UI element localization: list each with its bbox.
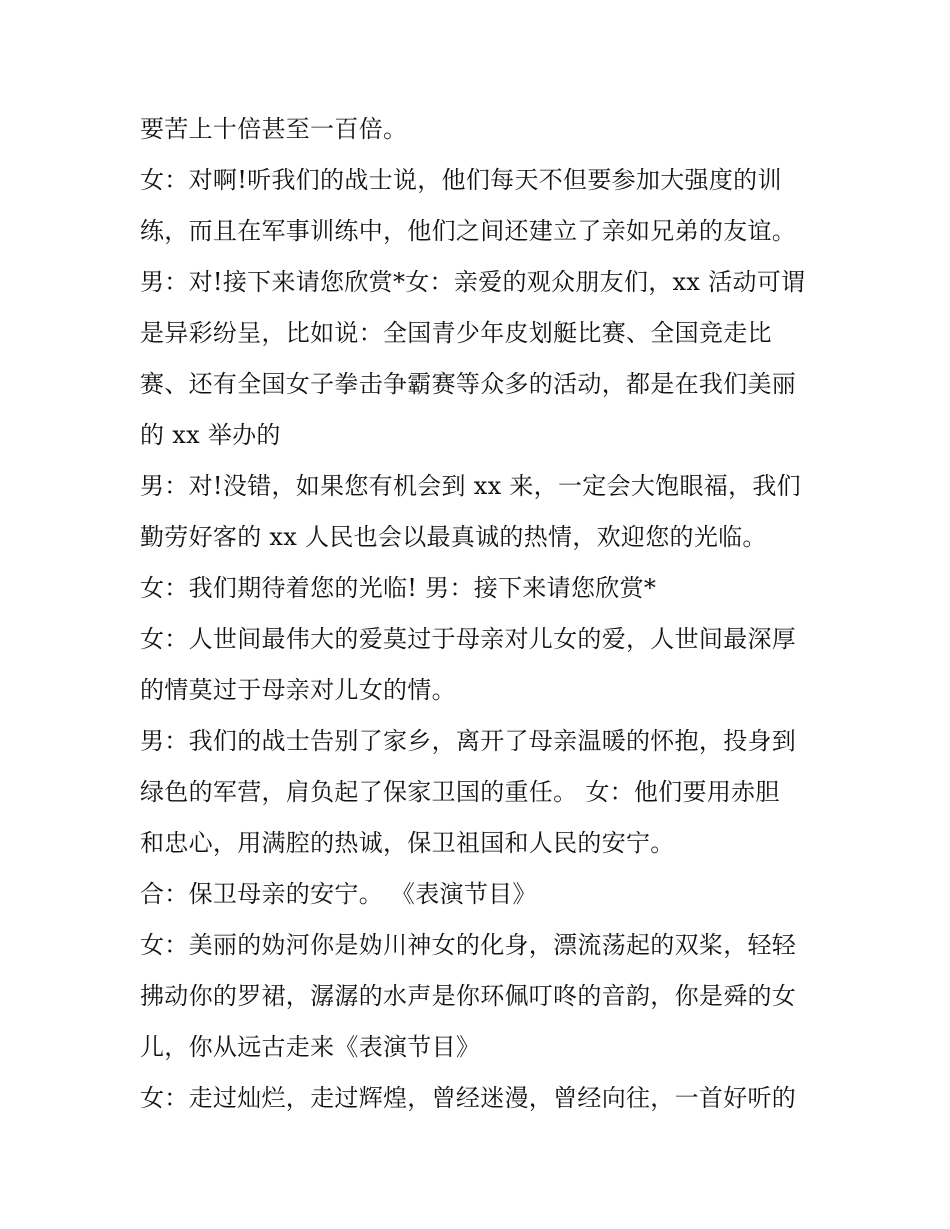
text-line: 练，而且在军事训练中，他们之间还建立了亲如兄弟的友谊。 (140, 217, 797, 245)
text-line: 要苦上十倍甚至一百倍。 (140, 115, 408, 143)
text-line: 男：对!没错，如果您有机会到 xx 来，一定会大饱眼福，我们 (140, 472, 801, 500)
text-line: 男：我们的战士告别了家乡，离开了母亲温暖的怀抱，投身到 (140, 727, 797, 755)
text-line: 的情莫过于母亲对儿女的情。 (140, 676, 456, 704)
text-line: 女：美丽的妫河你是妫川神女的化身，漂流荡起的双桨，轻轻 (140, 931, 797, 959)
text-line: 的 xx 举办的 (140, 421, 281, 449)
text-line: 和忠心，用满腔的热诚，保卫祖国和人民的安宁。 (140, 829, 675, 857)
text-line: 儿，你从远古走来《表演节目》 (140, 1033, 481, 1061)
text-line: 合：保卫母亲的安宁。 《表演节目》 (140, 880, 537, 908)
text-line: 女：对啊!听我们的战士说，他们每天不但要参加大强度的训 (140, 166, 782, 194)
text-line: 男：对!接下来请您欣赏*女：亲爱的观众朋友们，xx 活动可谓 (140, 268, 806, 296)
text-line: 绿色的军营，肩负起了保家卫国的重任。 女：他们要用赤胆 (140, 778, 780, 806)
text-line: 勤劳好客的 xx 人民也会以最真诚的热情，欢迎您的光临。 (140, 523, 767, 551)
text-line: 是异彩纷呈，比如说：全国青少年皮划艇比赛、全国竞走比 (140, 319, 772, 347)
text-line: 女：我们期待着您的光临! 男：接下来请您欣赏* (140, 574, 657, 602)
text-line: 拂动你的罗裙，潺潺的水声是你环佩叮咚的音韵，你是舜的女 (140, 982, 797, 1010)
text-line: 女：走过灿烂，走过辉煌，曾经迷漫，曾经向往，一首好听的 (140, 1084, 797, 1112)
document-body (140, 104, 820, 1124)
text-line: 女：人世间最伟大的爱莫过于母亲对儿女的爱，人世间最深厚 (140, 625, 797, 653)
text-line: 赛、还有全国女子拳击争霸赛等众多的活动，都是在我们美丽 (140, 370, 797, 398)
